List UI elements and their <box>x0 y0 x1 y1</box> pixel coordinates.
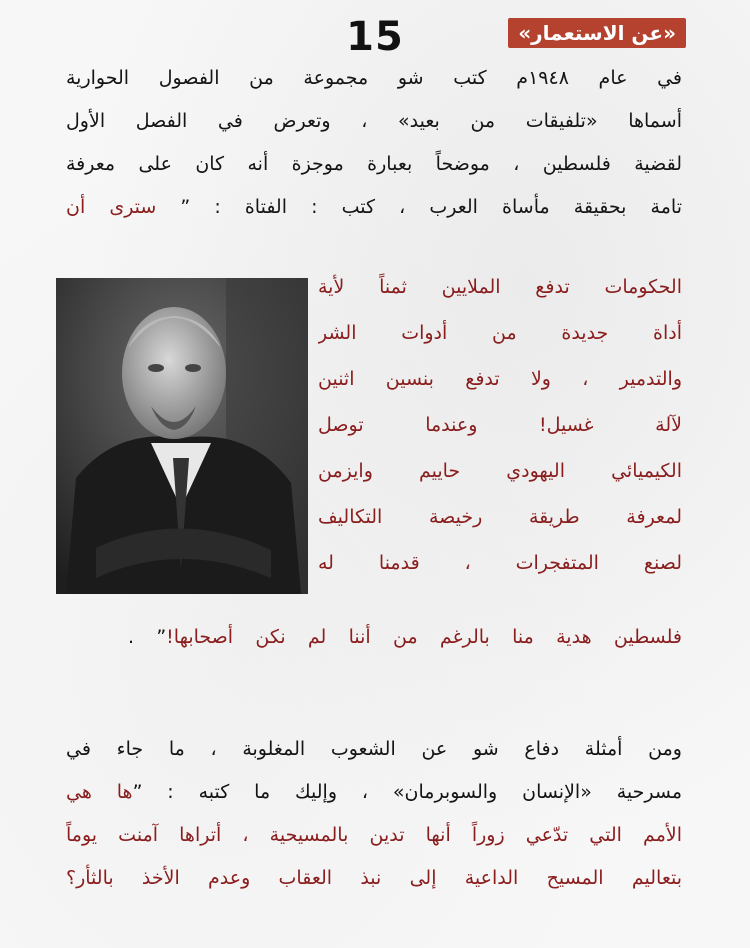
quote-segment: ها هي <box>66 781 133 803</box>
quote-line: الأمم التي تدّعي زوراً أنها تدين بالمسيحية ، أتراها آمنت يوماً <box>66 824 682 846</box>
quote-line: أداة جديدة من أدوات الشر <box>318 322 682 344</box>
quote-line: الكيميائي اليهودي حاييم وايزمن <box>318 460 682 482</box>
quote-line: لمعرفة طريقة رخيصة التكاليف <box>318 506 682 528</box>
portrait-photo <box>56 278 308 594</box>
quote-segment: فلسطين هدية منا بالرغم من أننا لم نكن أصحابها! <box>166 626 682 648</box>
page-number: 15 <box>346 14 404 60</box>
quote-1-end <box>128 616 682 659</box>
text-segment: تامة بحقيقة مأساة العرب ، كتب : الفتاة : ” <box>180 196 682 218</box>
text-line-mixed <box>128 616 682 659</box>
quote-1-wrapped <box>318 264 682 586</box>
text-segment: ” . <box>128 626 167 648</box>
text-line: لقضية فلسطين ، موضحاً بعبارة موجزة أنه كان على معرفة <box>66 153 682 175</box>
text-line: ومن أمثلة دفاع شو عن الشعوب المغلوبة ، ما جاء في <box>66 738 682 760</box>
text-line: في عام ١٩٤٨م كتب شو مجموعة من الفصول الحوارية <box>66 67 682 89</box>
portrait-photo-icon <box>56 278 308 594</box>
chapter-tag: «عن الاستعمار» <box>508 18 686 48</box>
quote-line: بتعاليم المسيح الداعية إلى نبذ العقاب وعدم الأخذ بالثأر؟ <box>66 867 682 889</box>
text-line-mixed <box>66 186 682 229</box>
text-line: أسماها «تلفيقات من بعيد» ، وتعرض في الفصل الأول <box>66 110 682 132</box>
quote-line: لآلة غسيل! وعندما توصل <box>318 414 682 436</box>
quote-line: الحكومات تدفع الملايين ثمناً لأية <box>318 276 682 298</box>
paragraph-2 <box>66 728 682 900</box>
text-segment: مسرحية «الإنسان والسوبرمان» ، وإليك ما كتبه : ” <box>132 781 682 803</box>
paragraph-1 <box>66 57 682 229</box>
quote-line: لصنع المتفجرات ، قدمنا له <box>318 552 682 574</box>
quote-segment: سترى أن <box>66 196 181 218</box>
text-line-mixed <box>66 771 682 814</box>
quote-line: والتدمير ، ولا تدفع بنسين اثنين <box>318 368 682 390</box>
